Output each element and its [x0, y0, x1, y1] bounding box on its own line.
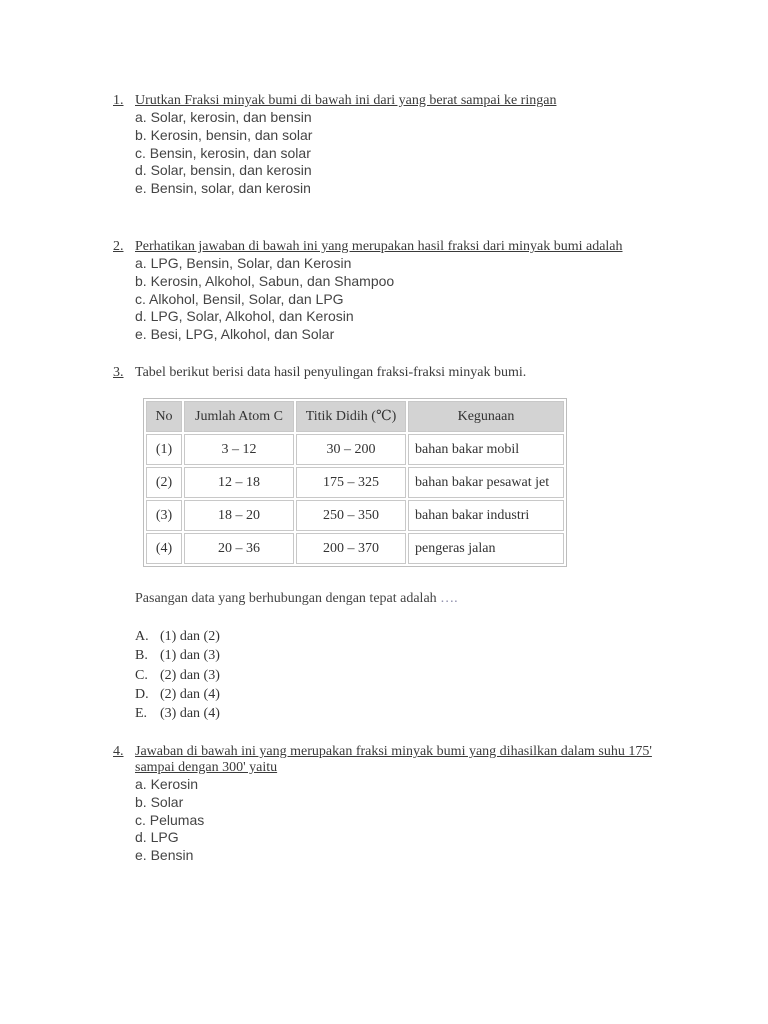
cell-boiling-point: 200 – 370	[296, 533, 406, 564]
question-3	[113, 365, 673, 381]
question-4-number: 4.	[113, 744, 124, 759]
choice-letter: D.	[135, 686, 149, 702]
choice-letter: C.	[135, 667, 148, 683]
cell-atom-count: 12 – 18	[184, 467, 294, 498]
question-3-choice-d	[135, 685, 220, 704]
choice-text: (1) dan (3)	[160, 648, 220, 664]
cell-usage: bahan bakar industri	[408, 500, 564, 531]
cell-boiling-point: 30 – 200	[296, 434, 406, 465]
question-4-text: Jawaban di bawah ini yang merupakan fraksi minyak bumi yang dihasilkan dalam suhu 175' sampai dengan 300' yaitu	[135, 744, 652, 775]
cell-no: (3)	[146, 500, 182, 531]
choice-letter: E.	[135, 706, 148, 722]
question-4-option-a: a. Kerosin	[135, 776, 199, 792]
question-2-heading	[113, 239, 673, 255]
question-2-text: Perhatikan jawaban di bawah ini yang merupakan hasil fraksi dari minyak bumi adalah	[135, 239, 623, 254]
question-3-number: 3.	[113, 365, 124, 380]
question-1-text: Urutkan Fraksi minyak bumi di bawah ini dari yang berat sampai ke ringan	[135, 93, 557, 108]
cell-no: (2)	[146, 467, 182, 498]
question-2-option-e: e. Besi, LPG, Alkohol, dan Solar	[135, 326, 335, 343]
question-2-number: 2.	[113, 239, 124, 254]
question-2-option-d: d. LPG, Solar, Alkohol, dan Kerosin	[135, 308, 354, 325]
table-row	[146, 434, 564, 465]
table-header-row	[146, 401, 564, 432]
question-1-option-a: a. Solar, kerosin, dan bensin	[135, 109, 312, 125]
question-4-option-e: e. Bensin	[135, 847, 194, 864]
choice-letter: B.	[135, 648, 148, 664]
question-4-option-b: b. Solar	[135, 793, 184, 810]
choice-letter: A.	[135, 629, 149, 644]
cell-atom-count: 18 – 20	[184, 500, 294, 531]
question-3-choices	[135, 627, 220, 723]
header-usage: Kegunaan	[408, 401, 564, 432]
question-1-options	[135, 109, 673, 198]
choice-text: (2) dan (4)	[160, 686, 220, 702]
question-3-choice-a	[135, 627, 220, 646]
fraction-data-table	[143, 398, 567, 567]
question-3-heading	[113, 365, 673, 381]
question-2-options	[135, 255, 673, 344]
cell-atom-count: 3 – 12	[184, 434, 294, 465]
cell-boiling-point: 175 – 325	[296, 467, 406, 498]
question-4-option-c: c. Pelumas	[135, 811, 205, 828]
question-3-choice-e	[135, 704, 220, 723]
question-2-option-c: c. Alkohol, Bensil, Solar, dan LPG	[135, 290, 344, 307]
question-1	[113, 93, 673, 198]
choice-text: (1) dan (2)	[160, 629, 220, 644]
question-2	[113, 239, 673, 344]
question-4-heading	[113, 744, 653, 776]
choice-text: (2) dan (3)	[160, 667, 220, 683]
table-row	[146, 500, 564, 531]
header-no: No	[146, 401, 182, 432]
question-3-text: Tabel berikut berisi data hasil penyulingan fraksi-fraksi minyak bumi.	[135, 365, 527, 380]
cell-atom-count: 20 – 36	[184, 533, 294, 564]
cell-usage: pengeras jalan	[408, 533, 564, 564]
question-2-option-a: a. LPG, Bensin, Solar, dan Kerosin	[135, 255, 352, 271]
question-4-option-d: d. LPG	[135, 829, 179, 846]
question-1-option-c: c. Bensin, kerosin, dan solar	[135, 144, 311, 161]
header-atom-count: Jumlah Atom C	[184, 401, 294, 432]
question-1-number: 1.	[113, 93, 124, 108]
header-boiling-point: Titik Didih (℃)	[296, 401, 406, 432]
question-1-option-d: d. Solar, bensin, dan kerosin	[135, 162, 312, 179]
question-2-option-b: b. Kerosin, Alkohol, Sabun, dan Shampoo	[135, 272, 395, 289]
question-1-option-e: e. Bensin, solar, dan kerosin	[135, 180, 311, 197]
question-1-heading	[113, 93, 673, 109]
question-4	[113, 744, 653, 865]
cell-boiling-point: 250 – 350	[296, 500, 406, 531]
cell-usage: bahan bakar pesawat jet	[408, 467, 564, 498]
question-3-prompt	[135, 591, 458, 607]
question-3-prompt-dots: ….	[440, 591, 458, 606]
question-3-prompt-text: Pasangan data yang berhubungan dengan tepat adalah	[135, 591, 437, 606]
question-3-choice-b	[135, 646, 220, 665]
table-row	[146, 533, 564, 564]
question-1-option-b: b. Kerosin, bensin, dan solar	[135, 126, 313, 143]
question-3-choice-c	[135, 666, 220, 685]
choice-text: (3) dan (4)	[160, 706, 220, 722]
cell-no: (4)	[146, 533, 182, 564]
table-row	[146, 467, 564, 498]
cell-no: (1)	[146, 434, 182, 465]
cell-usage: bahan bakar mobil	[408, 434, 564, 465]
question-4-options	[135, 776, 653, 865]
